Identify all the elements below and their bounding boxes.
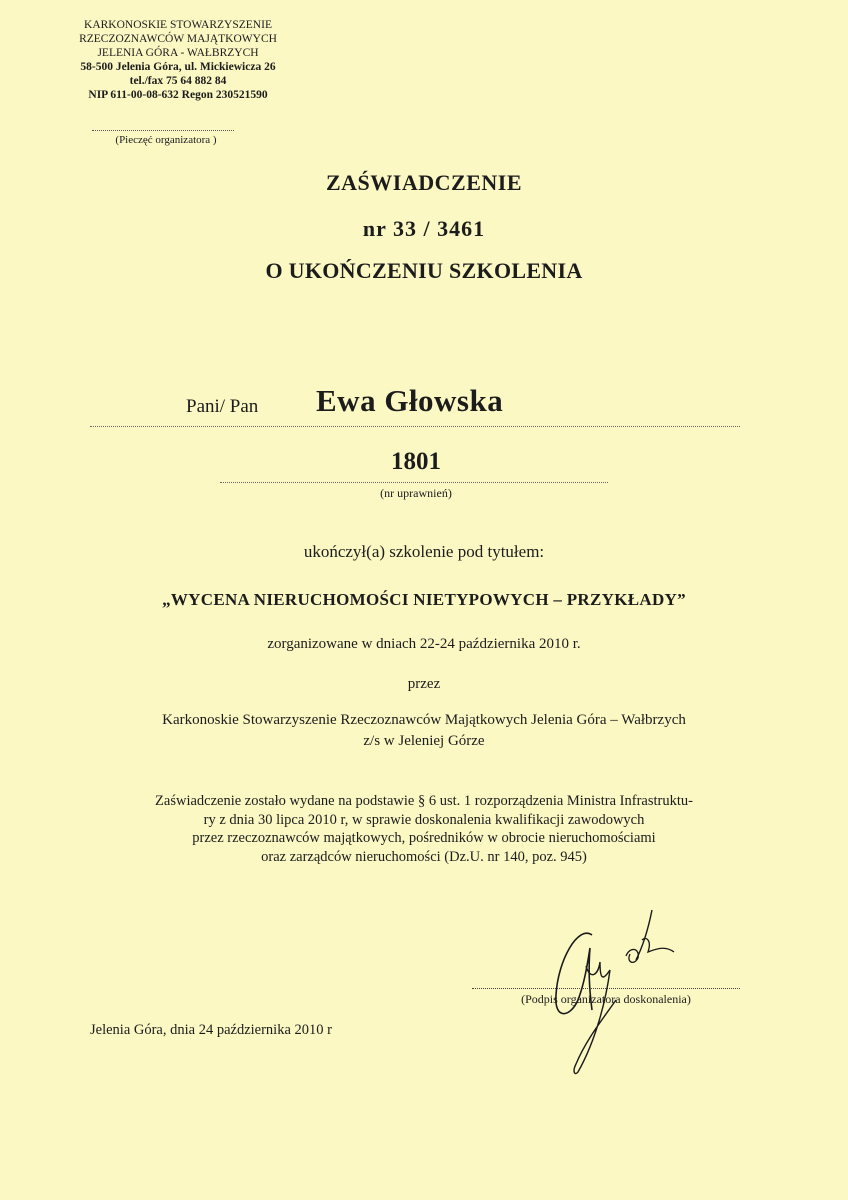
stamp-line-1: KARKONOSKIE STOWARZYSZENIE	[84, 19, 272, 31]
stamp-dotted-line	[92, 130, 234, 131]
stamp-line-3: JELENIA GÓRA - WAŁBRZYCH	[97, 47, 259, 59]
certificate-heading: ZAŚWIADCZENIE	[326, 170, 522, 195]
legal-basis-line: oraz zarządców nieruchomości (Dz.U. nr 140, poz. 945)	[261, 848, 587, 865]
licence-number: 1801	[391, 448, 441, 475]
recipient-dotted-line	[90, 426, 740, 427]
recipient-prefix: Pani/ Pan	[186, 396, 259, 417]
certificate-number: nr 33 / 3461	[362, 216, 486, 241]
legal-basis	[0, 792, 848, 866]
stamp-line-2: RZECZOZNAWCÓW MAJĄTKOWYCH	[79, 33, 277, 45]
place-and-date: Jelenia Góra, dnia 24 października 2010 r	[90, 1022, 332, 1038]
organizer-stamp	[58, 18, 298, 102]
recipient-name: Ewa Głowska	[316, 383, 504, 418]
legal-basis-line: przez rzeczoznawców majątkowych, pośredników w obrocie nieruchomościami	[192, 830, 656, 846]
course-title: „WYCENA NIERUCHOMOŚCI NIETYPOWYCH – PRZYKŁADY”	[162, 590, 686, 609]
legal-basis-line: Zaświadczenie zostało wydane na podstawie § 6 ust. 1 rozporządzenia Ministra Infrastruktu-	[155, 793, 693, 809]
organizer-seat: z/s w Jeleniej Górze	[363, 733, 485, 749]
certificate-subheading: O UKOŃCZENIU SZKOLENIA	[265, 258, 583, 283]
handwritten-signature	[530, 900, 690, 1080]
stamp-address: 58-500 Jelenia Góra, ul. Mickiewicza 26	[80, 61, 276, 73]
completed-text: ukończył(a) szkolenie pod tytułem:	[303, 542, 545, 561]
stamp-caption: (Pieczęć organizatora )	[115, 134, 217, 146]
licence-caption: (nr uprawnień)	[380, 486, 452, 500]
legal-basis-line: ry z dnia 30 lipca 2010 r, w sprawie doskonalenia kwalifikacji zawodowych	[203, 811, 645, 828]
organizer-name: Karkonoskie Stowarzyszenie Rzeczoznawców Majątkowych Jelenia Góra – Wałbrzych	[162, 712, 686, 728]
stamp-phone: tel./fax 75 64 882 84	[129, 75, 227, 87]
licence-dotted-line	[220, 482, 608, 483]
course-dates: zorganizowane w dniach 22-24 października 2010 r.	[267, 636, 581, 652]
stamp-tax-ids: NIP 611-00-08-632 Regon 230521590	[88, 89, 268, 101]
by-text: przez	[407, 676, 441, 692]
signature-caption: (Podpis organizatora doskonalenia)	[521, 992, 691, 1006]
